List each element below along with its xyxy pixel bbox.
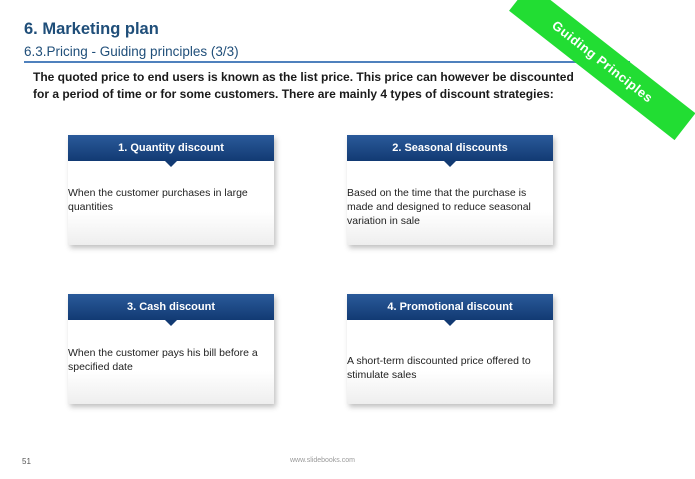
discount-card-cash [68, 294, 274, 404]
card-description: When the customer pays his bill before a specified date [68, 347, 258, 373]
card-title: 4. Promotional discount [347, 294, 553, 320]
card-title: 1. Quantity discount [68, 135, 274, 161]
slide-title: 6. Marketing plan [24, 20, 159, 38]
card-description: When the customer purchases in large quantities [68, 187, 248, 213]
page-number: 51 [22, 457, 31, 466]
discount-card-seasonal [347, 135, 553, 245]
card-title: 3. Cash discount [68, 294, 274, 320]
intro-text: The quoted price to end users is known as the list price. This price can however be discounted for a period of time or for some customers. There are mainly 4 types of discount strategies: [33, 70, 574, 101]
discount-card-quantity [68, 135, 274, 245]
discount-card-promotional [347, 294, 553, 404]
slide-subtitle: 6.3.Pricing - Guiding principles (3/3) [24, 44, 239, 59]
footer-url: www.slidebooks.com [290, 457, 355, 464]
ribbon-label: Guiding Principles [509, 0, 695, 140]
card-description: A short-term discounted price offered to stimulate sales [347, 355, 531, 381]
guiding-principles-ribbon [470, 0, 670, 106]
card-description: Based on the time that the purchase is made and designed to reduce seasonal variation in sale [347, 187, 531, 227]
card-title: 2. Seasonal discounts [347, 135, 553, 161]
